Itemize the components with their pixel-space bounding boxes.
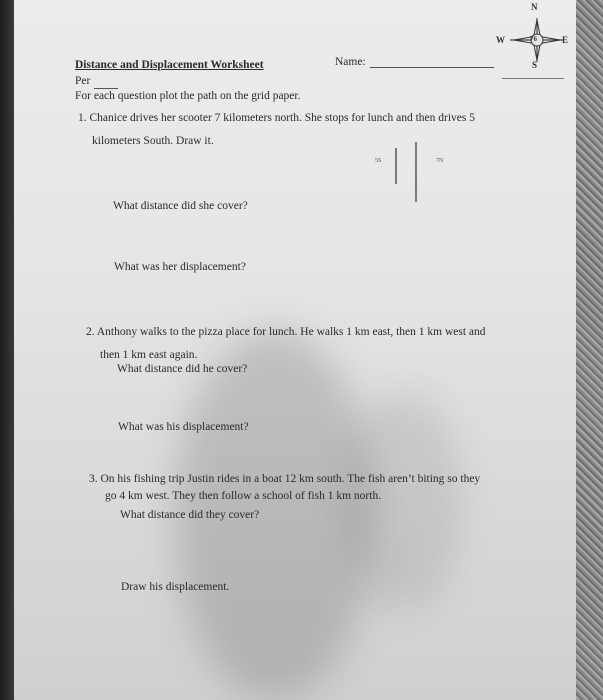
question-1-prompt-displacement: What was her displacement? [114, 261, 246, 273]
question-2-prompt-displacement: What was his displacement? [118, 421, 249, 433]
name-label: Name: [335, 56, 366, 68]
instructions: For each question plot the path on the grid paper. [75, 90, 301, 102]
question-3-line-2: go 4 km west. They then follow a school of fish 1 km north. [105, 490, 382, 502]
question-1-line-1: 1. Chanice drives her scooter 7 kilometers north. She stops for lunch and then drives 5 [78, 112, 475, 124]
question-3-prompt-distance: What distance did they cover? [120, 509, 260, 521]
compass-west: W [496, 35, 505, 45]
question-1-line-2: kilometers South. Draw it. [92, 135, 214, 147]
question-2-line-2: then 1 km east again. [100, 349, 198, 361]
question-1-prompt-distance: What distance did she cover? [113, 200, 248, 212]
compass-center: 76 [530, 35, 537, 43]
desk-left-edge [0, 0, 14, 700]
per-label: Per [75, 75, 91, 87]
compass-east: E [562, 35, 569, 45]
compass-south: S [532, 60, 538, 70]
sketch-lines [390, 140, 430, 206]
question-3-prompt-displacement: Draw his displacement. [121, 581, 230, 593]
compass-north: N [531, 2, 538, 12]
compass-baseline [502, 78, 564, 79]
question-2-prompt-distance: What distance did he cover? [117, 363, 248, 375]
question-3-line-1: 3. On his fishing trip Justin rides in a boat 12 km south. The fish aren’t biting so they [89, 473, 481, 485]
question-2-line-1: 2. Anthony walks to the pizza place for lunch. He walks 1 km east, then 1 km west and [86, 326, 486, 338]
per-line [94, 88, 118, 89]
worksheet-paper [14, 0, 576, 700]
sketch-label-south: 5S [375, 158, 382, 164]
worksheet-title: Distance and Displacement Worksheet [75, 59, 264, 71]
desk-right-edge [575, 0, 603, 700]
sketch-label-north: 7N [436, 158, 444, 164]
name-line [370, 67, 494, 68]
